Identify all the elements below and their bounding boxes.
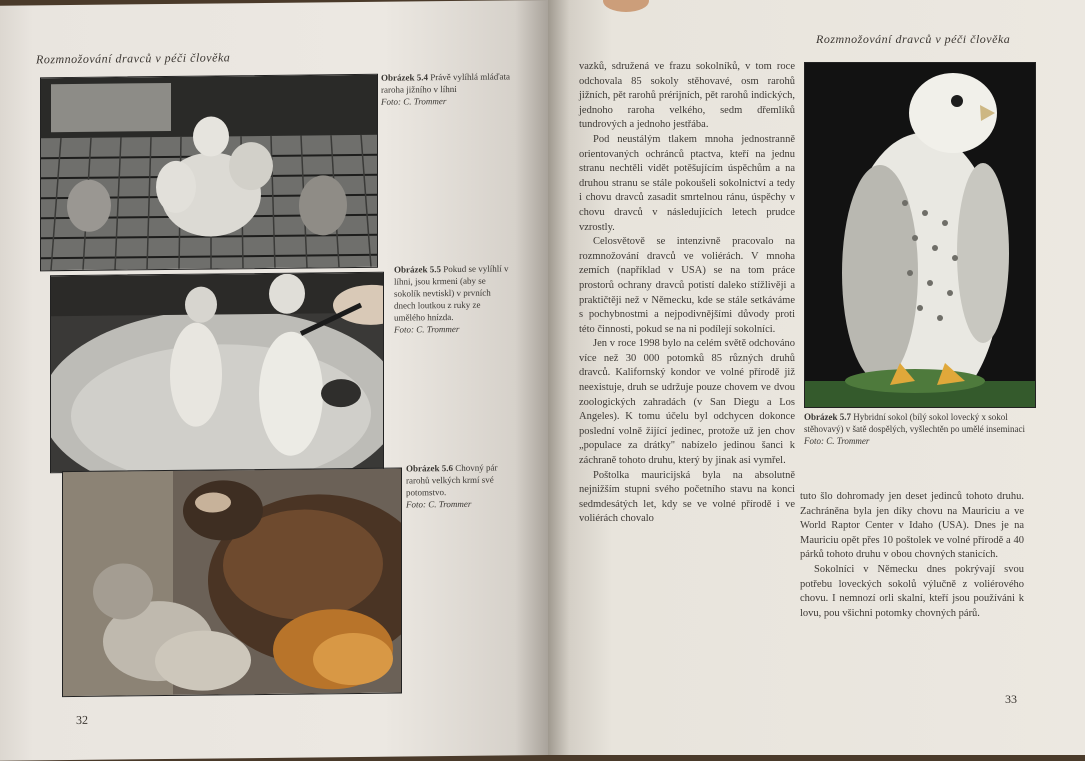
finger-decoration [603, 0, 649, 12]
running-head-right: Rozmnožování dravců v péči člověka [816, 32, 1011, 46]
paragraph: Sokolníci v Německu dnes pokrývají svou potřebu loveckých sokolů výlučně z voliérového chovu. I nemnozí orli skalní, kteří jsou používáni k lovu, pou všichni potomky chovných párů. [800, 563, 1024, 619]
paragraph: Celosvětově se intenzivně pracovalo na rozmnožování dravců ve voliérách. V mnoha zemích (například v USA) se na tom práce prostorů ochrany dravců potistí daleko stížlivěji a praktičtěji než v Německu, kde se stále setkáváme s pochybnostmi a nejpodivnějšími důvody proti této činnosti, pokud se na ni podílejí sokolníci. [579, 236, 795, 335]
paragraph: Pod neustálým tlakem mnoha jednostranně orientovaných ochránců ptactva, kteří na jednu stranu nechtěli vidět potěšujícím úspěchům a na druhou stranu se stále pokoušeli sokolnictví a tedy i chovu dravců zasadit smrtelnou ránu, úspěchy v chovu dravců v následujících letech prudce vzrostly. [579, 133, 795, 233]
page-number-left: 32 [76, 712, 88, 727]
photo-chicks-in-incubator [40, 74, 378, 272]
caption-credit: Foto: C. Trommer [406, 498, 472, 510]
page-number-right: 33 [1005, 692, 1017, 706]
paragraph: tuto šlo dohromady jen deset jedinců tohoto druhu. Zachráněna byla jen díky chovu na Mauriciu a ve World Raptor Center v Idaho (USA). Dnes je na Mauriciu opět přes 10 poštolek ve volné přírodě a 40 párků tohoto druhu v obou chovných stanicích. [800, 491, 1024, 561]
caption-label: Obrázek 5.5 [394, 264, 441, 275]
paragraph: vazků, sdružená ve frazu sokolníků, v tom roce odchovala 85 sokoly stěhovavé, osm rarohů jižních, pět rarohů prérijních, pět rarohů indických, jednoho raroha velkého, sedm dřemlíků tundrových a jednoho jestřába. [579, 61, 795, 131]
photo-hand-feeding-chicks [50, 272, 384, 473]
caption-figure-5-4 [381, 70, 521, 107]
photo-saker-falcon-feeding-young [62, 468, 402, 698]
caption-text: Hybridní sokol (bílý sokol lovecký x sokol stěhovavý) v šatě dospělých, vyšlechtěn po umělé inseminaci [804, 412, 1025, 434]
paragraph: Poštolka mauricijská byla na absolutně nejnižším stupni svého početního stavu na konci sedmdesátých let, kdy se ve volné přírodě i ve voliérách chovalo [579, 469, 795, 525]
paragraph: Jen v roce 1998 bylo na celém světě odchováno více než 30 000 potomků 85 různých druhů dravců. Kalifornský kondor ve volné přírodě již neexistuje, druh se udržuje pouze chovem ve dvou zoologických zahradách (v San Diegu a Los Angeles). K tomu účelu byl odchycen dokonce poslední volně žijící jedinec, protože už jen chov „populace za drátky" nabízelo jedinou šanci k záchraně tohoto druhu, který by jinak asi vymřel. [579, 338, 795, 467]
caption-text: Chovný pár rarohů velkých krmí své potomstvo. [406, 462, 498, 498]
caption-figure-5-6 [406, 461, 514, 510]
caption-label: Obrázek 5.7 [804, 412, 851, 422]
running-head-left: Rozmnožování dravců v péči člověka [36, 50, 231, 67]
right-page [548, 0, 1085, 755]
text-column-1 [579, 60, 795, 527]
caption-label: Obrázek 5.4 [381, 72, 428, 83]
caption-figure-5-5 [394, 262, 512, 335]
caption-credit: Foto: C. Trommer [394, 323, 460, 335]
text-column-2 [800, 490, 1024, 621]
caption-credit: Foto: C. Trommer [381, 96, 447, 107]
photo-hybrid-gyrfalcon [804, 62, 1036, 408]
caption-text: Právě vylíhlá mláďata raroha jižního v líhni [381, 71, 511, 95]
caption-label: Obrázek 5.6 [406, 462, 453, 474]
caption-credit: Foto: C. Trommer [804, 436, 870, 446]
caption-figure-5-7 [804, 411, 1029, 447]
caption-text: Pokud se vylíhlí v líhni, jsou krmeni (aby se sokolík nevtiskl) v prvních dnech loutkou z ruky ze umělého hnízda. [394, 263, 509, 323]
